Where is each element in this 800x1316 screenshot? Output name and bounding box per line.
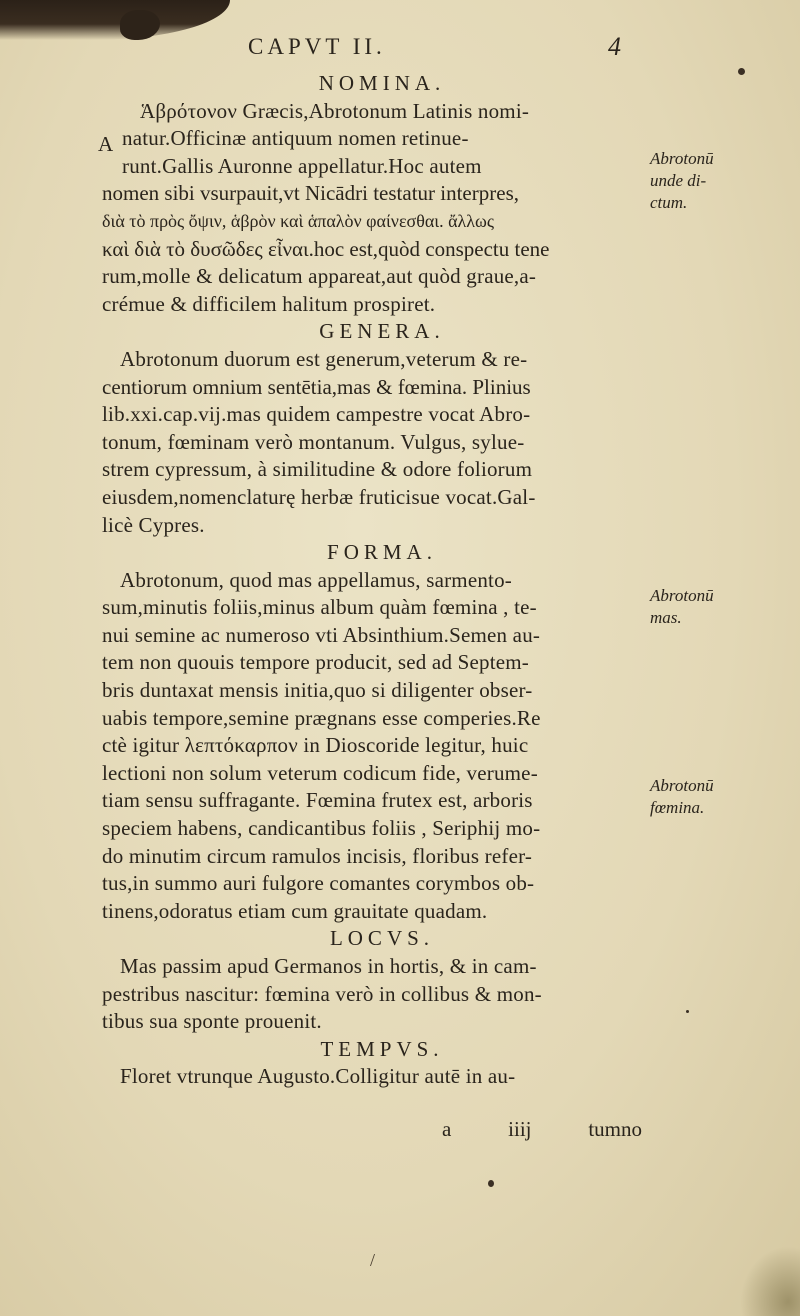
text-line: tus,in summo auri fulgore comantes corymbos ob- — [102, 871, 535, 896]
heading-nomina: NOMINA. — [318, 71, 446, 95]
text-line: Ἁβρότονον Græcis,Abrotonum Latinis nomi- — [140, 98, 530, 123]
text-line: tem non quouis tempore producit, sed ad Septem- — [102, 650, 529, 675]
text-line-greek: διὰ τὸ πρὸς ὄψιν, ἁβρὸν καὶ ἁπαλὸν φαίνεσθαι. ἄλλως — [102, 210, 494, 231]
ink-spot — [738, 68, 745, 75]
signature-number: iiij — [508, 1117, 532, 1141]
text-line: tiam sensu suffragante. Fœmina frutex est, arboris — [102, 788, 533, 813]
text-line: lectioni non solum veterum codicum fide, verume- — [102, 760, 538, 785]
text-line: bris duntaxat mensis initia,quo si diligenter obser- — [102, 678, 533, 703]
ink-spot — [488, 1180, 494, 1187]
text-line: strem cypressum, à similitudine & odore foliorum — [102, 457, 533, 482]
text-line: eiusdem,nomenclaturę herbæ fruticisue vocat.Gal- — [102, 484, 536, 509]
margin-note-line: Abrotonū — [650, 149, 714, 168]
text-line: lib.xxi.cap.vij.mas quidem campestre vocat Abro- — [102, 402, 531, 427]
text-line: natur.Officinæ antiquum nomen retinue- — [122, 126, 469, 151]
margin-note-line: Abrotonū — [650, 586, 714, 605]
margin-note-line: unde di- — [650, 171, 707, 190]
margin-note-line: fœmina. — [650, 798, 705, 817]
text-line: tinens,odoratus etiam cum grauitate quadam. — [102, 898, 488, 923]
signature-mark: a — [442, 1117, 452, 1141]
running-head: CAPVT II. — [248, 34, 386, 59]
corner-ornament — [740, 1246, 800, 1316]
text-line: Mas passim apud Germanos in hortis, & in cam- — [120, 954, 537, 978]
margin-note-foemina — [650, 775, 780, 819]
text-line: Abrotonum duorum est generum,veterum & re- — [120, 346, 528, 371]
text-line: crémue & difficilem halitum prospiret. — [102, 291, 436, 316]
text-line: rum,molle & delicatum appareat,aut quòd graue,a- — [102, 264, 537, 289]
corner-stain — [0, 0, 230, 40]
text-line: runt.Gallis Auronne appellatur.Hoc autem — [122, 153, 482, 178]
text-line: centiorum omnium sentētia,mas & fœmina. Plinius — [102, 374, 531, 399]
text-line: sum,minutis foliis,minus album quàm fœmina , te- — [102, 595, 537, 620]
text-line: pestribus nascitur: fœmina verò in collibus & mon- — [102, 981, 542, 1006]
text-line: nomen sibi vsurpauit,vt Nicādri testatur interpres, — [102, 181, 519, 206]
margin-note-abrotonum — [650, 148, 780, 214]
heading-tempus: TEMPVS. — [320, 1036, 444, 1061]
text-line: Abrotonum, quod mas appellamus, sarmento- — [120, 567, 512, 592]
text-line: ctè igitur λεπτόκαρπον in Dioscoride legitur, huic — [102, 733, 529, 758]
text-line: καὶ διὰ τὸ δυσῶδες εἶναι.hoc est,quòd conspectu tene — [102, 236, 550, 261]
text-line: do minutim circum ramulos incisis, floribus refer- — [102, 843, 533, 868]
heading-genera: GENERA. — [319, 319, 445, 344]
page-number: 4 — [608, 32, 621, 61]
text-line: uabis tempore,semine prægnans esse comperies.Re — [102, 705, 541, 730]
text-line: tibus sua sponte prouenit. — [102, 1009, 322, 1034]
margin-note-line: Abrotonū — [650, 776, 714, 795]
text-line: tonum, fœminam verò montanum. Vulgus, sylue- — [102, 429, 525, 454]
catchwords — [442, 1117, 642, 1142]
text-line: Floret vtrunque Augusto.Colligitur autē in au- — [120, 1064, 516, 1089]
text-line: nui semine ac numeroso vti Absinthium.Semen au- — [102, 622, 541, 647]
section-marker: A — [98, 132, 114, 156]
pen-mark: / — [370, 1250, 376, 1270]
text-line: licè Cypres. — [102, 512, 205, 537]
main-text — [102, 70, 642, 1091]
heading-forma: FORMA. — [327, 540, 437, 565]
margin-note-line: mas. — [650, 608, 682, 627]
margin-note-line: ctum. — [650, 193, 688, 212]
text-line: speciem habens, candicantibus foliis , Seriphij mo- — [102, 816, 541, 841]
catchword: tumno — [588, 1117, 642, 1141]
ink-spot — [686, 1010, 689, 1013]
heading-locus: LOCVS. — [329, 926, 435, 951]
margin-note-mas — [650, 585, 780, 629]
